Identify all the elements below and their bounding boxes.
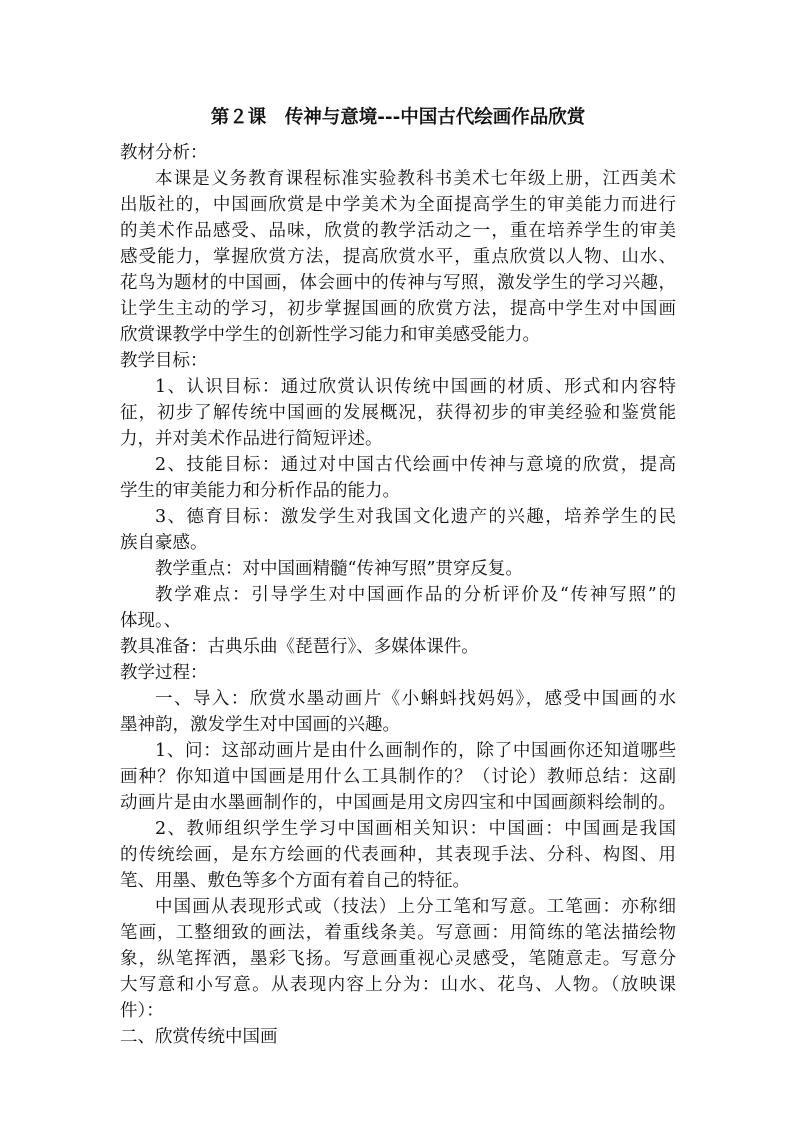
paragraph-line: 体现。、 xyxy=(120,611,182,631)
section-heading-textbook-analysis: 教材分析： xyxy=(120,143,208,163)
paragraph-line: 3、德育目标：激发学生对我国文化遗产的兴趣，培养学生的民 xyxy=(155,507,676,527)
paragraph-line: 族自豪感。 xyxy=(120,533,208,553)
paragraph-line: 动画片是由水墨画制作的，中国画是用文房四宝和中国画颜料绘制的。 xyxy=(120,793,676,813)
paragraph-line: 2、技能目标：通过对中国古代绘画中传神与意境的欣赏，提高 xyxy=(155,455,676,475)
paragraph-line: 1、问：这部动画片是由什么画制作的，除了中国画你还知道哪些 xyxy=(155,741,676,761)
paragraph-line: 2、教师组织学生学习中国画相关知识：中国画：中国画是我国 xyxy=(155,819,676,839)
paragraph-line: 力，并对美术作品进行简短评述。 xyxy=(120,429,383,449)
paragraph-line: 大写意和小写意。从表现内容上分为：山水、花鸟、人物。（放映课 xyxy=(120,975,676,995)
paragraph-line: 学生的审美能力和分析作品的能力。 xyxy=(120,481,400,501)
paragraph-line: 的美术作品感受、品味，欣赏的教学活动之一，重在培养学生的审美 xyxy=(120,221,676,241)
section-heading-appreciation: 二、欣赏传统中国画 xyxy=(120,1027,278,1047)
paragraph-line: 象，纵笔挥洒，墨彩飞扬。写意画重视心灵感受，笔随意走。写意分 xyxy=(120,949,676,969)
paragraph-line: 本课是义务教育课程标准实验教科书美术七年级上册，江西美术 xyxy=(155,169,676,189)
section-heading-teaching-goals: 教学目标： xyxy=(120,351,208,371)
paragraph-line: 教学重点：对中国画精髓“传神写照”贯穿反复。 xyxy=(155,559,523,579)
paragraph-line: 中国画从表现形式或（技法）上分工笔和写意。工笔画：亦称细 xyxy=(155,897,676,917)
paragraph-line: 征，初步了解传统中国画的发展概况，获得初步的审美经验和鉴赏能 xyxy=(120,403,676,423)
paragraph-line: 教学难点：引导学生对中国画作品的分析评价及“传神写照”的 xyxy=(155,585,676,605)
paragraph-line: 件）： xyxy=(120,1001,164,1021)
paragraph-line: 笔、用墨、敷色等多个方面有着自己的特征。 xyxy=(120,871,470,891)
paragraph-line: 出版社的，中国画欣赏是中学美术为全面提高学生的审美能力而进行 xyxy=(120,195,676,215)
paragraph-line: 教具准备：古典乐曲《琵琶行》、多媒体课件。 xyxy=(120,637,479,657)
paragraph-line: 花鸟为题材的中国画，体会画中的传神与写照，激发学生的学习兴趣， xyxy=(120,273,676,293)
paragraph-line: 让学生主动的学习，初步掌握国画的欣赏方法，提高中学生对中国画 xyxy=(120,299,676,319)
paragraph-line: 笔画，工整细致的画法，着重线条美。写意画：用简练的笔法描绘物 xyxy=(120,923,676,943)
section-heading-teaching-process: 教学过程： xyxy=(120,663,208,683)
paragraph-line: 墨神韵，激发学生对中国画的兴趣。 xyxy=(120,715,400,735)
paragraph-line: 1、认识目标：通过欣赏认识传统中国画的材质、形式和内容特 xyxy=(155,377,676,397)
paragraph-line: 感受能力，掌握欣赏方法，提高欣赏水平，重点欣赏以人物、山水、 xyxy=(120,247,676,267)
paragraph-line: 一、导入：欣赏水墨动画片《小蝌蚪找妈妈》，感受中国画的水 xyxy=(155,689,676,709)
paragraph-line: 画种？你知道中国画是用什么工具制作的？（讨论）教师总结：这副 xyxy=(120,767,676,787)
paragraph-line: 的传统绘画，是东方绘画的代表画种，其表现手法、分科、构图、用 xyxy=(120,845,676,865)
paragraph-line: 欣赏课教学中学生的创新性学习能力和审美感受能力。 xyxy=(120,325,540,345)
lesson-title: 第２课 传神与意境---中国古代绘画作品欣赏 xyxy=(210,107,586,128)
